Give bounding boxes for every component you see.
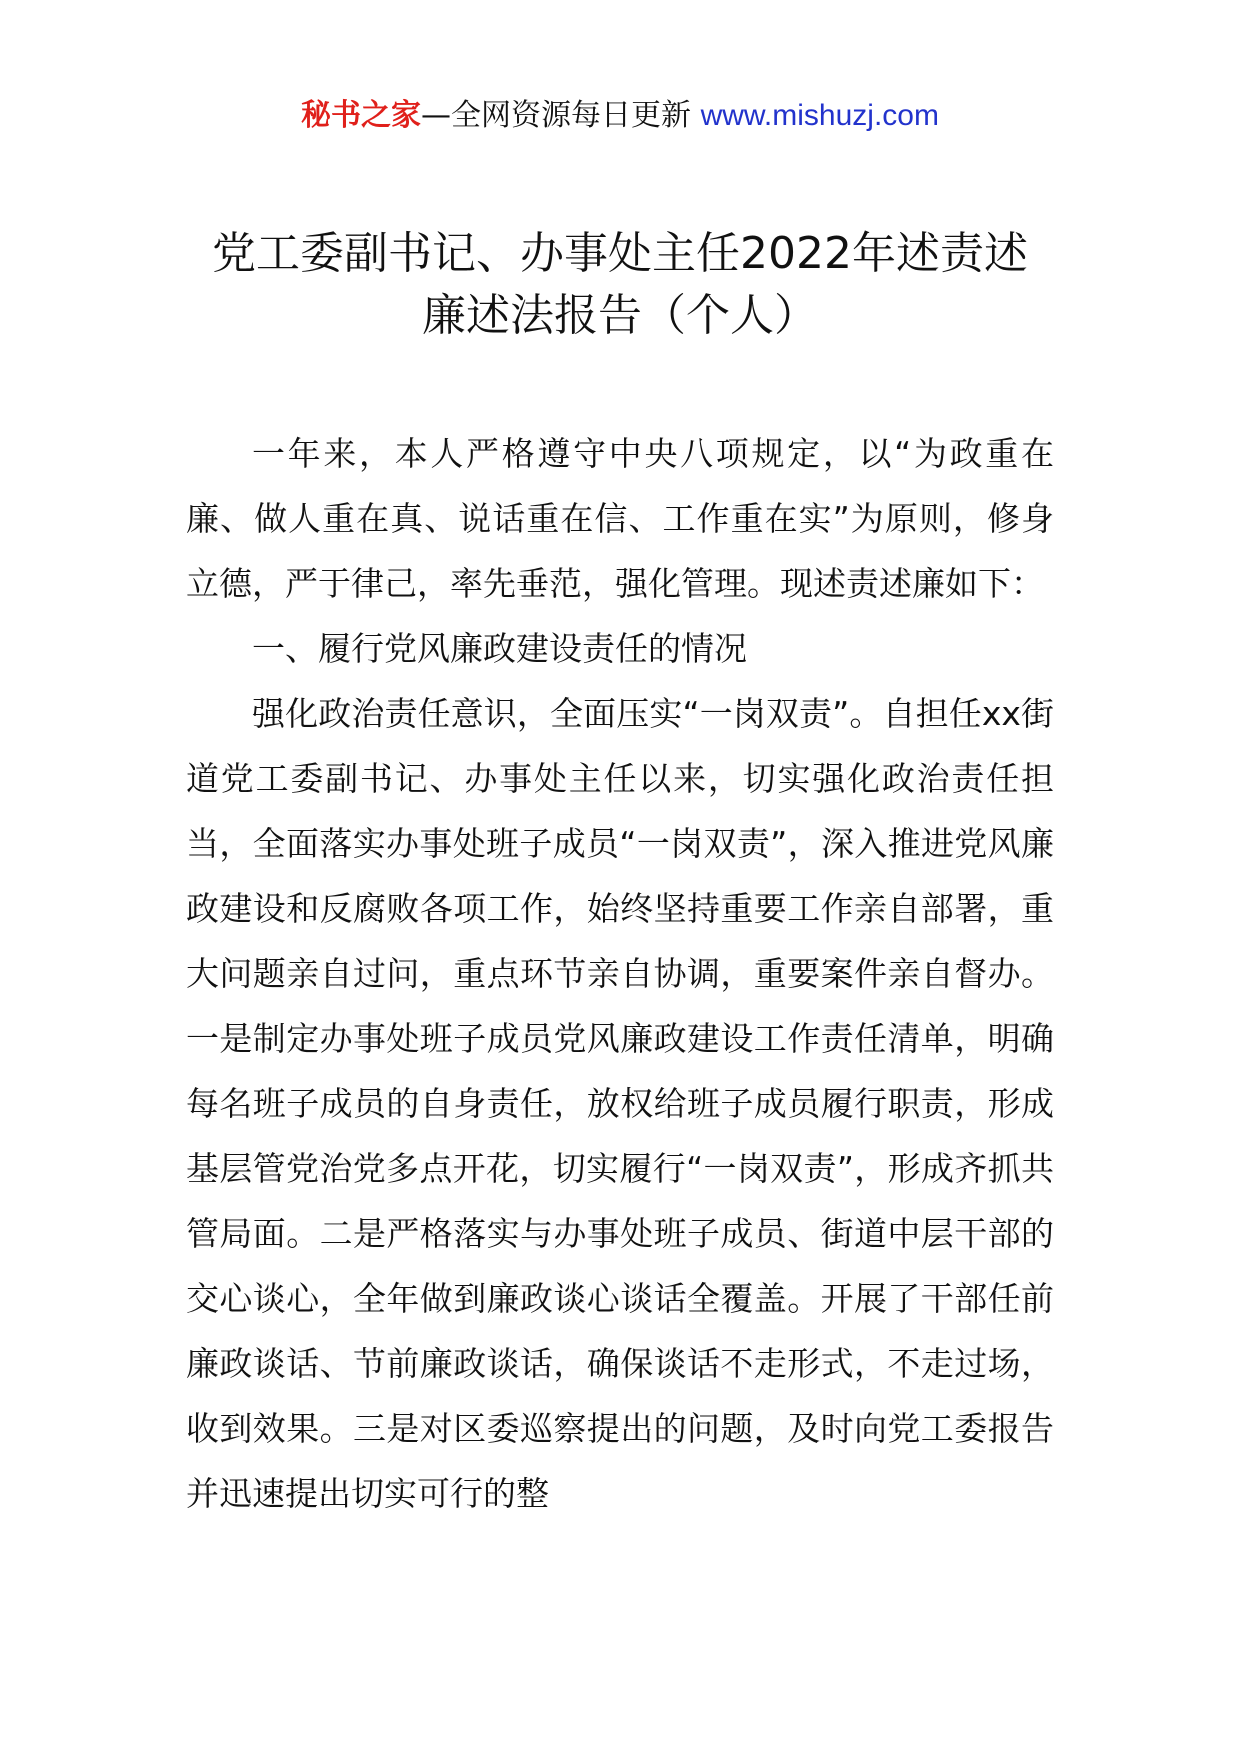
- intro-paragraph: 一年来，本人严格遵守中央八项规定，以“为政重在廉、做人重在真、说话重在信、工作重在实”为原则，修身立德，严于律己，率先垂范，强化管理。现述责述廉如下：: [186, 434, 1054, 603]
- document-title: [150, 223, 1090, 347]
- brand-slogan: —全网资源每日更新: [421, 98, 701, 133]
- body-paragraph: 强化政治责任意识，全面压实“一岗双责”。自担任xx街道党工委副书记、办事处主任以来，切实强化政治责任担当，全面落实办事处班子成员“一岗双责”，深入推进党风廉政建设和反腐败各项工作，始终坚持重要工作亲自部署，重大问题亲自过问，重点环节亲自协调，重要案件亲自督办。一是制定办事处班子成员党风廉政建设工作责任清单，明确每名班子成员的自身责任，放权给班子成员履行职责，形成基层管党治党多点开花，切实履行“一岗双责”，形成齐抓共管局面。二是严格落实与办事处班子成员、街道中层干部的交心谈心，全年做到廉政谈心谈话全覆盖。开展了干部任前廉政谈话、节前廉政谈话，确保谈话不走形式，不走过场，收到效果。三是对区委巡察提出的问题，及时向党工委报告并迅速提出切实可行的整: [186, 694, 1054, 1513]
- title-line-2: 廉述法报告（个人）: [422, 290, 818, 341]
- section-heading: 一、履行党风廉政建设责任的情况: [252, 629, 747, 668]
- brand-name: 秘书之家: [301, 98, 422, 133]
- site-header: [0, 96, 1240, 136]
- title-line-1: 党工委副书记、办事处主任2022年述责述: [212, 228, 1028, 279]
- document-body: [186, 421, 1054, 1526]
- site-url-link[interactable]: www.mishuzj.com: [700, 99, 939, 132]
